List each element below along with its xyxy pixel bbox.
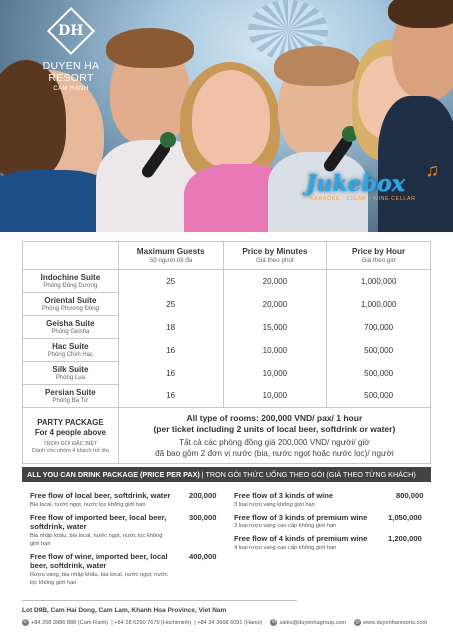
room-cell <box>23 362 119 385</box>
drink-package <box>234 534 429 552</box>
party-included-line: (per ticket including 2 units of local beer, softdrink or water) <box>153 423 396 434</box>
table-row <box>23 316 431 339</box>
party-package-row <box>23 408 431 464</box>
footer-divider <box>22 600 297 601</box>
minutes-cell: 10,000 <box>223 385 327 408</box>
hero-image <box>0 0 453 232</box>
party-price-vn: Tất cả các phòng đồng giá 200,000 VND/ người/ giờ <box>179 437 370 447</box>
party-package-detail <box>118 408 430 464</box>
drink-desc: Rượu vang, bia nhập khẩu, bia local, nước ngọt, nước lọc không giới hạn <box>30 571 168 586</box>
guests-cell: 16 <box>118 362 223 385</box>
party-title: PARTY PACKAGE <box>37 417 104 427</box>
drink-price: 400,000 <box>189 551 217 561</box>
drink-desc: 4 loại rượu vang cao cấp không giới hạn <box>234 544 337 551</box>
room-name: Silk Suite <box>52 365 89 374</box>
header-title: Price by Hour <box>351 247 406 256</box>
drink-title: Free flow of imported beer, local beer, softdrink, water <box>30 512 167 531</box>
phone-hanoi[interactable]: | +84 24 3668 6091 (Hanoi) <box>194 619 263 626</box>
drink-package-banner <box>22 467 431 482</box>
party-subtitle: For 4 people above <box>34 427 106 437</box>
phone-camranh[interactable]: +84 258 3986 888 (Cam Ranh) <box>31 619 109 626</box>
footer-contacts <box>22 619 442 626</box>
drink-package <box>30 491 220 509</box>
drink-price: 1,200,000 <box>388 534 422 543</box>
hour-cell: 1,000,000 <box>327 293 431 316</box>
singer-hair <box>274 46 360 86</box>
drink-package <box>234 491 429 509</box>
room-sub: Phòng Lụa <box>55 375 85 381</box>
footer-website[interactable]: www.duyenharesorts.com <box>363 619 428 626</box>
drink-price: 300,000 <box>189 512 217 522</box>
drink-price: 800,000 <box>396 491 424 500</box>
resort-name: DUYEN HA RESORT <box>42 60 100 84</box>
minutes-cell: 15,000 <box>223 316 327 339</box>
header-title: Price by Minutes <box>242 247 308 256</box>
hour-cell: 1,000,000 <box>327 270 431 293</box>
drink-desc: Bia nhập khẩu, bia local, nước ngọt, nước lọc không giới hạn <box>30 532 163 547</box>
room-name: Hac Suite <box>52 342 89 351</box>
header-title: Maximum Guests <box>136 247 205 256</box>
footer-address: Lot D9B, Cam Hai Dong, Cam Lam, Khanh Hoa Province, Viet Nam <box>22 607 227 614</box>
jukebox-tagline: KARAOKE · CIGAR · WINE CELLAR <box>310 196 416 202</box>
drink-price: 200,000 <box>189 491 217 500</box>
jukebox-title: Jukebox <box>306 171 405 197</box>
banner-vn-title: | TRỌN GÓI THỨC UỐNG THEO GÓI (GIÁ THEO TỪNG KHÁCH) <box>199 470 416 479</box>
party-vn-title: TRỌN GÓI ĐẶC BIỆT <box>43 440 98 447</box>
room-cell <box>23 339 119 362</box>
hour-cell: 500,000 <box>327 362 431 385</box>
drinks-right-column <box>234 491 429 556</box>
room-sub: Phòng Geisha <box>51 329 90 335</box>
jukebox-logo <box>306 160 441 220</box>
header-sub: Giá theo phút <box>255 257 294 264</box>
room-cell <box>23 293 119 316</box>
phone-hochiminh[interactable]: | +84 28 6290 7679 (Hochiminh) <box>111 619 192 626</box>
singer-figure <box>192 70 270 168</box>
room-sub: Phòng Chim Hạc <box>47 352 94 358</box>
guests-cell: 18 <box>118 316 223 339</box>
globe-icon: ◎ <box>355 619 360 625</box>
room-sub: Phòng Đông Dương <box>43 283 98 289</box>
microphone-head <box>160 132 176 148</box>
drink-desc: Bia local, nước ngọt, nước lọc không giới hạn <box>30 501 146 508</box>
table-row <box>23 270 431 293</box>
guests-cell: 25 <box>118 293 223 316</box>
room-name: Geisha Suite <box>46 319 95 328</box>
table-row <box>23 293 431 316</box>
table-row <box>23 339 431 362</box>
drink-desc: 3 loại rượu vang cao cấp không giới hạn <box>234 523 337 529</box>
drink-package <box>30 513 220 548</box>
drink-title: Free flow of 3 kinds of wine <box>234 491 334 500</box>
guests-cell: 25 <box>118 270 223 293</box>
hour-cell: 700,000 <box>327 316 431 339</box>
email-icon: ✉ <box>271 619 277 625</box>
drink-price: 1,050,000 <box>388 512 422 522</box>
table-row <box>23 362 431 385</box>
header-empty-cell <box>23 242 119 270</box>
minutes-cell: 20,000 <box>223 270 327 293</box>
drinks-left-column <box>30 491 220 591</box>
room-cell <box>23 316 119 339</box>
hour-cell: 500,000 <box>327 385 431 408</box>
room-cell <box>23 385 119 408</box>
drink-title: Free flow of 4 kinds of premium wine <box>234 534 368 543</box>
resort-location: CAM RANH <box>53 86 89 92</box>
resort-logo <box>22 14 120 92</box>
singer-hair <box>388 0 453 28</box>
drink-title: Free flow of local beer, softdrink, water <box>30 491 171 500</box>
guests-cell: 16 <box>118 385 223 408</box>
guests-cell: 16 <box>118 339 223 362</box>
minutes-cell: 10,000 <box>223 362 327 385</box>
drink-title: Free flow of wine, imported beer, local beer, softdrink, water <box>30 551 168 570</box>
minutes-cell: 20,000 <box>223 293 327 316</box>
room-sub: Phòng Phương Đông <box>41 306 99 312</box>
table-row <box>23 385 431 408</box>
drink-package <box>30 552 220 587</box>
party-price-line: All type of rooms: 200,000 VND/ pax/ 1 hour <box>186 412 363 423</box>
music-note-icon: ♫ <box>425 160 439 180</box>
drink-title: Free flow of 3 kinds of premium wine <box>234 512 368 522</box>
table-header-row <box>23 242 431 270</box>
room-name: Indochine Suite <box>40 273 101 282</box>
header-guests <box>118 242 223 270</box>
footer-email[interactable]: sales@duyenhagroup.com <box>279 619 347 626</box>
header-hour <box>327 242 431 270</box>
minutes-cell: 10,000 <box>223 339 327 362</box>
logo-emblem <box>47 7 95 55</box>
drink-desc: 3 loại rượu vang không giới hạn <box>234 501 315 508</box>
phone-icon: ✆ <box>23 619 28 625</box>
hour-cell: 500,000 <box>327 339 431 362</box>
party-vn-desc: Dành cho nhóm 4 khách trở lên <box>31 447 109 454</box>
logo-mark: DH <box>58 23 84 39</box>
party-included-vn: đã bao gồm 2 đơn vị nước (bia, nước ngọt hoặc nước lọc)/ người <box>155 448 394 458</box>
header-sub: Giá theo giờ <box>361 257 396 264</box>
banner-title: ALL YOU CAN DRINK PACKAGE (PRICE PER PAX) <box>27 470 200 479</box>
header-minutes <box>223 242 327 270</box>
drink-package <box>234 513 429 531</box>
room-name: Persian Suite <box>45 388 96 397</box>
room-price-table <box>22 241 431 464</box>
room-sub: Phòng Ba Tư <box>52 398 89 404</box>
room-cell <box>23 270 119 293</box>
room-name: Oriental Suite <box>44 296 97 305</box>
header-sub: Số người tối đa <box>148 257 193 264</box>
party-package-label <box>23 408 119 464</box>
